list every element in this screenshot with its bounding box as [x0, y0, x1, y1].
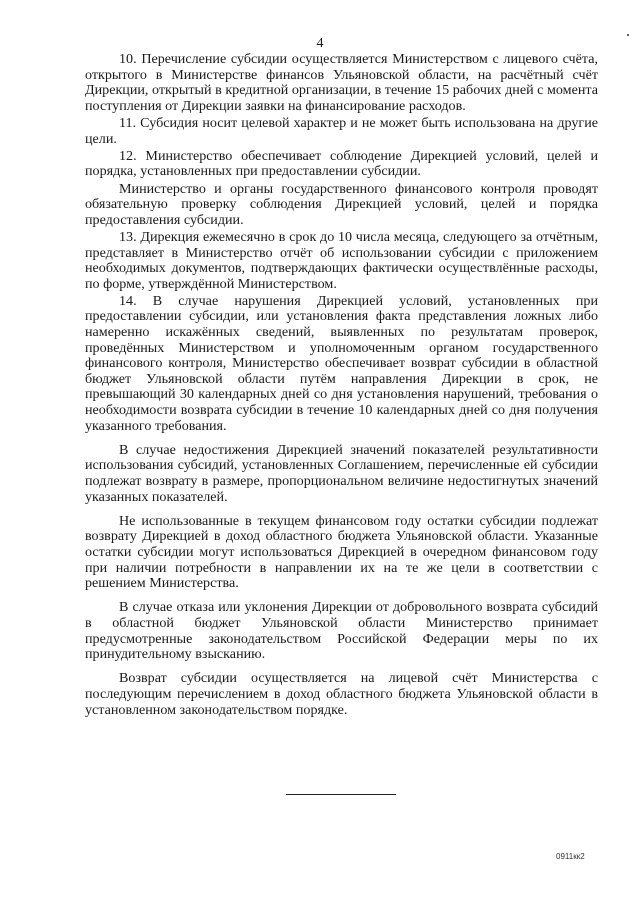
paragraph-10: 10. Перечисление субсидии осуществляется Министерством с лицевого счёта, открытого в Министерстве финансов Ульяновской области, на расчётный счёт Дирекции, открытый в кредитной организации, в течение 15 рабочих дней с момента поступления от Дирекции заявки на финансирование расходов.: [85, 51, 598, 114]
paragraph-12: 12. Министерство обеспечивает соблюдение Дирекцией условий, целей и порядка, установленных при предоставлении субсидии.: [85, 147, 598, 180]
paragraph-14-indicators: В случае недостижения Дирекцией значений показателей результативности использования субсидий, установленных Соглашением, перечисленные ей субсидии подлежат возврату в размере, пропорциональном величине недостигнутых значений указанных показателей.: [85, 441, 598, 505]
paragraph-14-refusal: В случае отказа или уклонения Дирекции от добровольного возврата субсидий в областной бюджет Ульяновской области Министерство принимает предусмотренные законодательством Российской Федерации меры по их принудительному взысканию.: [85, 599, 598, 663]
document-code: 0911кк2: [556, 852, 585, 861]
paragraph-12-control: Министерство и органы государственного финансового контроля проводят обязательную проверку соблюдения Дирекцией условий, целей и порядка предоставления субсидии.: [85, 180, 598, 228]
paragraph-13: 13. Дирекция ежемесячно в срок до 10 числа месяца, следующего за отчётным, представляет в Министерство отчёт об использовании субсидии с приложением необходимых документов, подтверждающих фактически осуществлённые расходы, по форме, утверждённой Министерством.: [85, 228, 598, 292]
end-separator-line: [286, 794, 396, 795]
paragraph-14-return: Возврат субсидии осуществляется на лицевой счёт Министерства с последующим перечислением в доход областного бюджета Ульяновской области в установленном законодательством порядке.: [85, 670, 598, 718]
scan-dot: [627, 34, 629, 36]
paragraph-14-unused-balance: Не использованные в текущем финансовом году остатки субсидии подлежат возврату Дирекцией в доход областного бюджета Ульяновской области. Указанные остатки субсидии могут использоваться Дирекцией в очередном финансовом году при наличии потребности в направлении их на те же цели в соответствии с решением Министерства.: [85, 512, 598, 592]
paragraph-11: 11. Субсидия носит целевой характер и не может быть использована на другие цели.: [85, 114, 598, 147]
paragraph-14: 14. В случае нарушения Дирекцией условий, установленных при предоставлении субсидии, или установления факта представления ложных либо намеренно искажённых сведений, выявленных по результатам проверок, проведённых Министерством и уполномоченным органом государственного финансового контроля, Министерство обеспечивает возврат субсидии в областной бюджет Ульяновской области путём направления Дирекции в срок, не превышающий 30 календарных дней со дня установления нарушений, требования о необходимости возврата субсидии в течение 10 календарных дней со дня получения указанного требования.: [85, 292, 598, 434]
document-body: [85, 52, 598, 720]
page-number: 4: [316, 36, 324, 51]
